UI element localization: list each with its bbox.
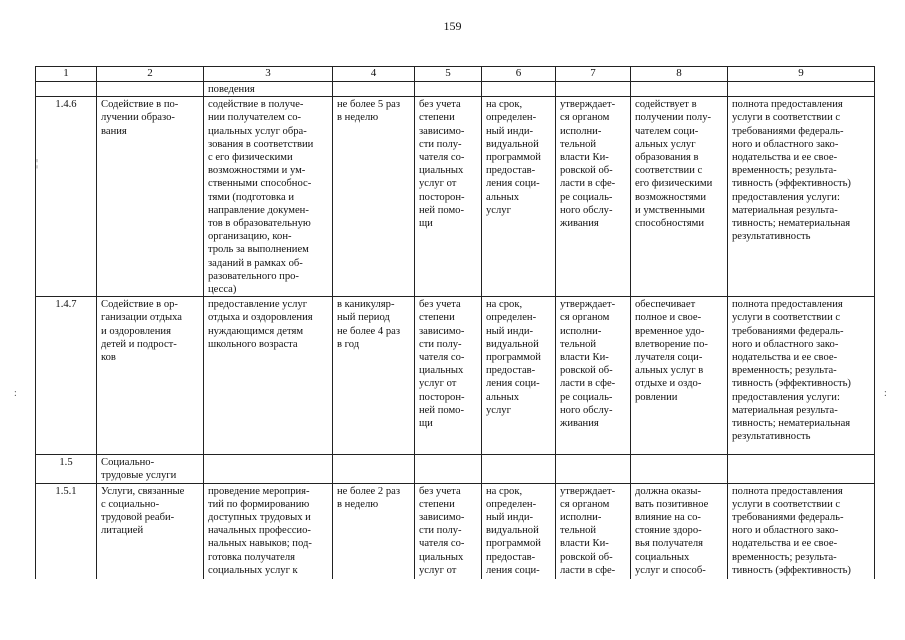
cell-line: степени xyxy=(419,112,455,124)
cell-line: определен- xyxy=(486,498,537,510)
cell-line: живания xyxy=(560,418,599,430)
cell-line: ласти в сфе- xyxy=(560,378,616,390)
cell-line: проведение мероприя- xyxy=(208,485,310,497)
cell-line: не более 5 раз xyxy=(337,99,401,111)
scan-mark: : xyxy=(14,388,17,399)
cell-line: услуг от xyxy=(419,564,457,576)
approval-cell xyxy=(556,297,631,455)
cell-line: ровской об- xyxy=(560,551,613,563)
row-number: 1.4.7 xyxy=(36,297,97,455)
cell-line: видуальной xyxy=(486,525,539,537)
cell-line: предоставления услуги: xyxy=(732,191,840,203)
cell-line: получении полу- xyxy=(635,112,712,124)
cell-line: чателем соци- xyxy=(635,125,699,137)
cell-line: отдыхе и оздо- xyxy=(635,378,702,390)
cell-line: материальная результа- xyxy=(732,404,838,416)
term-cell xyxy=(482,455,556,483)
cell-line: полнота предоставления xyxy=(732,99,843,111)
cell-line: троль за выполнением xyxy=(208,244,309,256)
services-table xyxy=(35,66,875,580)
cell-line: готовка получателя xyxy=(208,551,296,563)
cell-line: чателя со- xyxy=(419,152,465,164)
cell-line: живания xyxy=(560,218,599,230)
cell-line: ре социаль- xyxy=(560,391,613,403)
cell-line: тями (подготовка и xyxy=(208,191,294,203)
cell-line: исполни- xyxy=(560,512,602,524)
cell-line: временность; результа- xyxy=(732,165,837,177)
cell-line: зависимо- xyxy=(419,125,465,137)
cell-line: ного и областного зако- xyxy=(732,138,839,150)
cell-line: чателя со- xyxy=(419,352,465,364)
cell-line: утверждает- xyxy=(560,299,616,311)
cell-line: результативность xyxy=(732,431,811,443)
cell-line: в каникуляр- xyxy=(337,299,395,311)
cell-line: предоставления услуги: xyxy=(732,391,840,403)
cell-line: власти Ки- xyxy=(560,352,609,364)
cell-line: ного и областного зако- xyxy=(732,338,839,350)
column-header: 8 xyxy=(631,67,728,82)
cell-line: и оздоровления xyxy=(101,325,171,337)
cell-line: альных xyxy=(486,391,519,403)
cell-line: ровской об- xyxy=(560,165,613,177)
cell-line: способностями xyxy=(635,218,704,230)
cell-line: ков xyxy=(101,352,116,364)
cell-line: требованиями федераль- xyxy=(732,512,844,524)
result-cell xyxy=(631,97,728,297)
cell-line: отдыха и оздоровления xyxy=(208,312,313,324)
cell-line: должна оказы- xyxy=(635,485,701,497)
payment-cell xyxy=(415,483,482,579)
cell-line: ный инди- xyxy=(486,125,534,137)
cell-line: не более 2 раз xyxy=(337,485,401,497)
column-header: 6 xyxy=(482,67,556,82)
cell-line: видуальной xyxy=(486,138,539,150)
service-name-cell xyxy=(97,297,204,455)
cell-line: альных xyxy=(486,191,519,203)
term-cell xyxy=(482,483,556,579)
cell-line: временное удо- xyxy=(635,325,705,337)
cell-line: тий по формированию xyxy=(208,498,310,510)
cell-line: влетворение по- xyxy=(635,338,708,350)
cell-line: содействует в xyxy=(635,99,697,111)
page-bottom-mask xyxy=(35,579,875,640)
cell-line: стояние здоро- xyxy=(635,525,702,537)
result-cell xyxy=(631,483,728,579)
cell-line: ного обслу- xyxy=(560,404,613,416)
cell-line: зависимо- xyxy=(419,512,465,524)
cell-line: цесса) xyxy=(208,284,237,296)
cell-line: видуальной xyxy=(486,338,539,350)
cell-line: тивность; нематериальная xyxy=(732,218,851,230)
cell-line: ный инди- xyxy=(486,325,534,337)
approval-cell xyxy=(556,483,631,579)
cell-line: услуги в соответствии с xyxy=(732,498,841,510)
cell-line: Содействие в ор- xyxy=(101,299,178,311)
cell-line: сти полу- xyxy=(419,138,462,150)
cell-line: тельной xyxy=(560,525,597,537)
cell-line: ный период xyxy=(337,312,390,324)
result-cell xyxy=(631,455,728,483)
cell-line: Услуги, связанные xyxy=(101,485,185,497)
cell-line: трудовой реаби- xyxy=(101,512,175,524)
cell-line: доступных трудовых и xyxy=(208,512,311,524)
cell-line: разовательного про- xyxy=(208,270,299,282)
period-cell xyxy=(333,483,415,579)
cell-line: ровской об- xyxy=(560,365,613,377)
continuation-row xyxy=(36,82,875,97)
cell-line: организацию, кон- xyxy=(208,231,292,243)
cell-line: Социально- xyxy=(101,457,155,469)
cell-line: и умственными xyxy=(635,204,705,216)
cell-line: требованиями федераль- xyxy=(732,125,844,137)
cell-line: полнота предоставления xyxy=(732,485,843,497)
service-name-cell xyxy=(97,97,204,297)
cell-line: начальных профессио- xyxy=(208,525,311,537)
cell-line: его физическими xyxy=(635,178,713,190)
period-cell xyxy=(333,97,415,297)
cell-line: ся органом xyxy=(560,312,610,324)
cell-line: утверждает- xyxy=(560,485,616,497)
cell-line: утверждает- xyxy=(560,99,616,111)
payment-cell xyxy=(415,455,482,483)
header-row xyxy=(36,67,875,82)
cell-line: в год xyxy=(337,338,360,350)
cell-line: Содействие в по- xyxy=(101,99,179,111)
cell-line: без учета xyxy=(419,485,461,497)
cell-line: полнота предоставления xyxy=(732,299,843,311)
cell-line: сти полу- xyxy=(419,338,462,350)
cell-line: школьного возраста xyxy=(208,338,298,350)
evaluation-cell xyxy=(728,297,875,455)
cell-line: посторон- xyxy=(419,191,465,203)
cell-line: посторон- xyxy=(419,391,465,403)
cell-line: зависимо- xyxy=(419,325,465,337)
cell-line: тельной xyxy=(560,338,597,350)
cell-line: услуг от xyxy=(419,378,457,390)
cell-line: нуждающимся детям xyxy=(208,325,304,337)
cell-line: определен- xyxy=(486,112,537,124)
approval-cell xyxy=(556,455,631,483)
cell-line: щи xyxy=(419,218,433,230)
scan-mark: : xyxy=(884,388,887,399)
cell-line: предостав- xyxy=(486,165,536,177)
cell-line: услуг и способ- xyxy=(635,564,706,576)
cell-line: нодательства и ее свое- xyxy=(732,352,838,364)
service-content-cell xyxy=(204,297,333,455)
cell-line: социальных xyxy=(635,551,690,563)
cell-line: вания xyxy=(101,125,127,137)
cell-line: временность; результа- xyxy=(732,551,837,563)
cell-line: временность; результа- xyxy=(732,365,837,377)
table-row xyxy=(36,297,875,455)
cell-line: вья получателя xyxy=(635,538,704,550)
cell-line: возможностями xyxy=(635,191,706,203)
row-number: 1.5.1 xyxy=(36,483,97,579)
cell-line: ласти в сфе- xyxy=(560,564,616,576)
cell-line: услуги в соответствии с xyxy=(732,312,841,324)
cell-line: не более 4 раз xyxy=(337,325,401,337)
result-cell xyxy=(631,297,728,455)
evaluation-cell xyxy=(728,97,875,297)
cell-line: услуги в соответствии с xyxy=(732,112,841,124)
cell-line: степени xyxy=(419,312,455,324)
period-cell xyxy=(333,455,415,483)
cell-line: соответствии с xyxy=(635,165,703,177)
cell-line: нодательства и ее свое- xyxy=(732,538,838,550)
cell-line: без учета xyxy=(419,299,461,311)
cell-line: циальных xyxy=(419,551,464,563)
cell-line: программой xyxy=(486,352,541,364)
cell-line: трудовые услуги xyxy=(101,470,177,482)
column-header: 7 xyxy=(556,67,631,82)
cell-line: услуг xyxy=(486,204,511,216)
cell-line: обеспечивает xyxy=(635,299,696,311)
cell-line: лучателя соци- xyxy=(635,352,703,364)
cell-line: лучении образо- xyxy=(101,112,175,124)
service-content-cell xyxy=(204,97,333,297)
payment-cell xyxy=(415,97,482,297)
cell-line: ственными способнос- xyxy=(208,178,312,190)
cell-line: степени xyxy=(419,498,455,510)
table-row xyxy=(36,455,875,483)
cell-line: зования в соответствии xyxy=(208,138,314,150)
evaluation-cell xyxy=(728,483,875,579)
service-name-cell xyxy=(97,455,204,483)
column-header: 9 xyxy=(728,67,875,82)
cell-line: программой xyxy=(486,538,541,550)
cell-line: ся органом xyxy=(560,112,610,124)
column-header: 2 xyxy=(97,67,204,82)
cell-line: ления соци- xyxy=(486,378,540,390)
table-row xyxy=(36,483,875,579)
period-cell xyxy=(333,297,415,455)
cell-line: услуг xyxy=(486,404,511,416)
cell-line: требованиями федераль- xyxy=(732,325,844,337)
column-header: 4 xyxy=(333,67,415,82)
column-header: 5 xyxy=(415,67,482,82)
cell-line: материальная результа- xyxy=(732,204,838,216)
cell-line: власти Ки- xyxy=(560,538,609,550)
cell-line: сти полу- xyxy=(419,525,462,537)
cell-line: циальных услуг обра- xyxy=(208,125,307,137)
cell-line: услуг от xyxy=(419,178,457,190)
cell-line: влияние на со- xyxy=(635,512,701,524)
cell-line: предоставление услуг xyxy=(208,299,308,311)
cell-line: тельной xyxy=(560,138,597,150)
cell-line: ного и областного зако- xyxy=(732,525,839,537)
cell-line: ный инди- xyxy=(486,512,534,524)
cell-line: заданий в рамках об- xyxy=(208,257,303,269)
cell-line: щи xyxy=(419,418,433,430)
cell-line: исполни- xyxy=(560,125,602,137)
cell-line: предостав- xyxy=(486,365,536,377)
service-content-cell xyxy=(204,483,333,579)
cell-line: нии получателем со- xyxy=(208,112,302,124)
cell-line: образования в xyxy=(635,152,699,164)
cell-line: ре социаль- xyxy=(560,191,613,203)
term-cell xyxy=(482,97,556,297)
cell-line: исполни- xyxy=(560,325,602,337)
cell-line: власти Ки- xyxy=(560,152,609,164)
evaluation-cell xyxy=(728,455,875,483)
cell-line: вать позитивное xyxy=(635,498,709,510)
cell-line: нальных навыков; под- xyxy=(208,538,312,550)
cell-line: нодательства и ее свое- xyxy=(732,152,838,164)
payment-cell xyxy=(415,297,482,455)
cell-line: ласти в сфе- xyxy=(560,178,616,190)
cell-line: тивность (эффективность) xyxy=(732,378,851,390)
cell-line: в неделю xyxy=(337,112,379,124)
cell-line: на срок, xyxy=(486,99,523,111)
service-name-cell xyxy=(97,483,204,579)
cell-line: ся органом xyxy=(560,498,610,510)
cell-line: тивность (эффективность) xyxy=(732,564,851,576)
cell-line: программой xyxy=(486,152,541,164)
cell-line: ного обслу- xyxy=(560,204,613,216)
cell-line: ровлении xyxy=(635,391,678,403)
cell-line: альных услуг xyxy=(635,138,696,150)
cell-line: детей и подрост- xyxy=(101,338,177,350)
cell-line: на срок, xyxy=(486,485,523,497)
cell-line: определен- xyxy=(486,312,537,324)
column-header: 1 xyxy=(36,67,97,82)
approval-cell xyxy=(556,97,631,297)
cell-line: на срок, xyxy=(486,299,523,311)
column-header: 3 xyxy=(204,67,333,82)
cell-line: предостав- xyxy=(486,551,536,563)
cell-line: тивность (эффективность) xyxy=(732,178,851,190)
cell-line: ления соци- xyxy=(486,178,540,190)
cell-line: социальных услуг к xyxy=(208,564,298,576)
cell-line: тивность; нематериальная xyxy=(732,418,851,430)
cell-line: без учета xyxy=(419,99,461,111)
cell-line: альных услуг в xyxy=(635,365,704,377)
cell-line: циальных xyxy=(419,365,464,377)
table-row xyxy=(36,97,875,297)
cell-line: чателя со- xyxy=(419,538,465,550)
continuation-cell: поведения xyxy=(204,82,333,97)
cell-line: с социально- xyxy=(101,498,160,510)
service-content-cell xyxy=(204,455,333,483)
cell-line: направление докумен- xyxy=(208,204,309,216)
cell-line: циальных xyxy=(419,165,464,177)
cell-line: тов в образовательную xyxy=(208,218,311,230)
cell-line: полное и свое- xyxy=(635,312,702,324)
cell-line: результативность xyxy=(732,231,811,243)
page-number: 159 xyxy=(443,19,462,33)
cell-line: ления соци- xyxy=(486,564,540,576)
scan-mark: ¦ xyxy=(36,158,39,169)
cell-line: в неделю xyxy=(337,498,379,510)
row-number: 1.4.6 xyxy=(36,97,97,297)
cell-line: ней помо- xyxy=(419,404,464,416)
cell-line: ганизации отдыха xyxy=(101,312,182,324)
term-cell xyxy=(482,297,556,455)
cell-line: ней помо- xyxy=(419,204,464,216)
row-number: 1.5 xyxy=(36,455,97,483)
cell-line: литацией xyxy=(101,525,144,537)
cell-line: с его физическими xyxy=(208,152,293,164)
cell-line: содействие в получе- xyxy=(208,99,304,111)
cell-line: возможностями и ум- xyxy=(208,165,306,177)
